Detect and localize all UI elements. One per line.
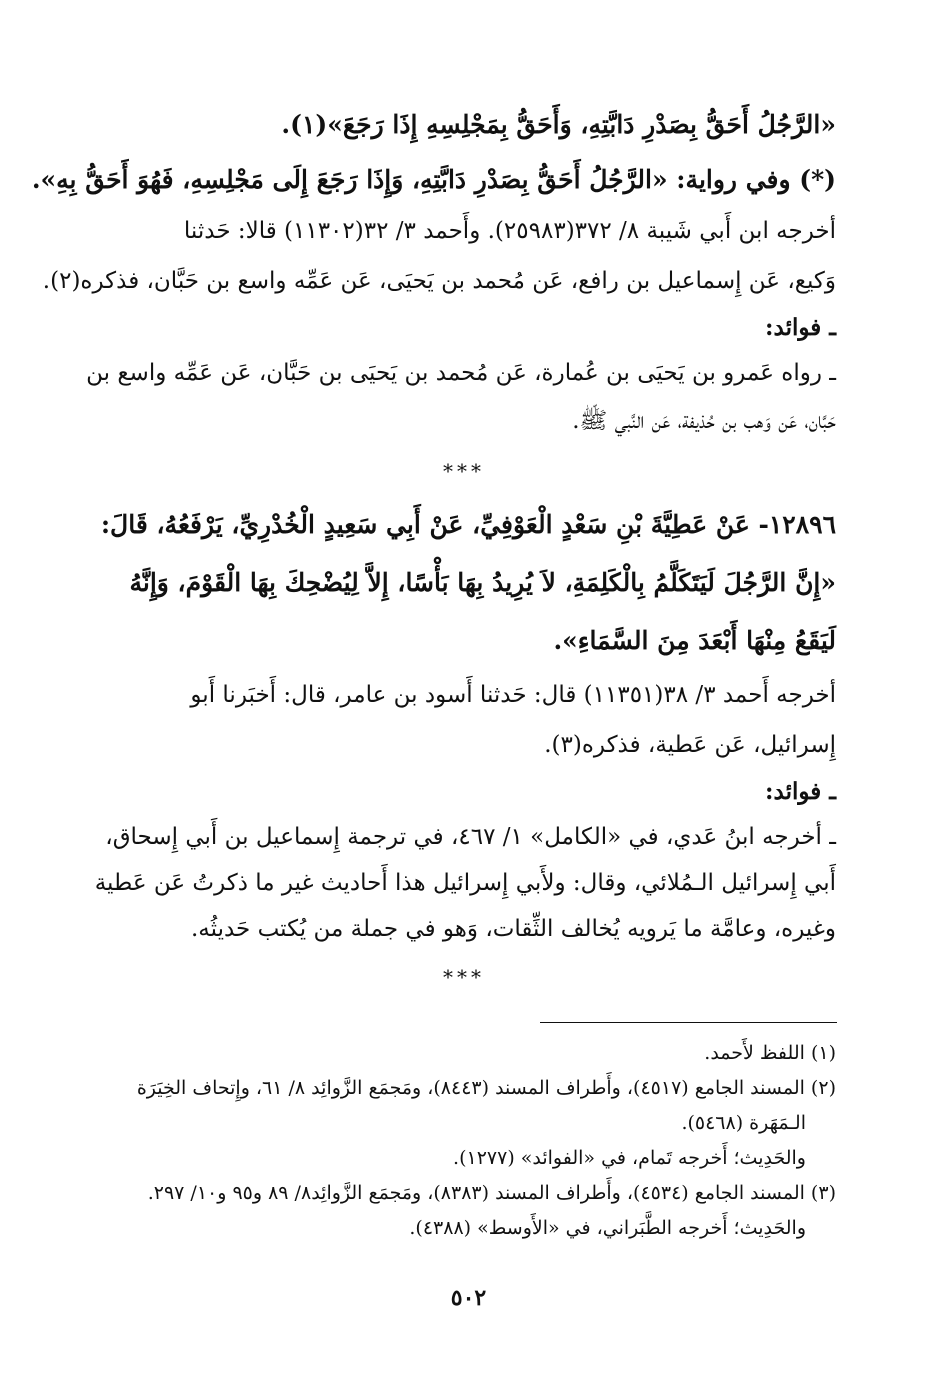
- footnote-2-continued: الـمَهَرة (٥٤٦٨).: [681, 1112, 806, 1134]
- page-number: ٥٠٢: [450, 1285, 487, 1311]
- takhrij-line: أخرجه ابن أَبي شَيبة ٨/ ٣٧٢(٢٥٩٨٣). وأَحمد ٣/ ٣٢(١١٣٠٢) قالا: حَدثنا: [183, 218, 836, 244]
- footnote-2: (٢) المسند الجامع (٤٥١٧)، وأَطراف المسند (٨٤٤٣)، ومَجمَع الزَّوائِد ٨/ ٦١، وإِتحاف الخِيَرَة: [136, 1077, 836, 1099]
- section-separator: ***: [443, 965, 485, 989]
- benefits-line: أَبي إِسرائيل الـمُلائي، وقال: ولأَبي إِسرائيل هذا أَحاديث غير ما ذكرتُ عَن عَطية: [94, 870, 836, 896]
- footnotes: [100, 1036, 836, 1246]
- hadith-header-line: ١٢٨٩٦- عَنْ عَطِيَّةَ بْنِ سَعْدٍ الْعَوْفِيِّ، عَنْ أَبِي سَعِيدٍ الْخُدْرِيِّ، يَرْفَعُهُ، قَالَ:: [100, 510, 836, 539]
- footnote-1: (١) اللفظ لأَحمد.: [704, 1042, 836, 1064]
- hadith-text-line: «إِنَّ الرَّجُلَ لَيَتَكَلَّمُ بِالْكَلِمَةِ، لاَ يُرِيدُ بِهَا بَأْسًا، إِلاَّ لِيُضْحِكَ بِهَا الْقَوْمَ، وَإِنَّهُ: [129, 568, 836, 597]
- footnote-divider: [540, 1022, 837, 1023]
- benefits-line: وغيره، وعامَّة ما يَرويه يُخالف الثِّقات، وَهو في جملة من يُكتب حَديثُه.: [190, 916, 836, 942]
- benefits-line: ـ رواه عَمرو بن يَحيَى بن عُمارة، عَن مُحمد بن يَحيَى بن حَبَّان، عَن عَمِّه واسع بن: [86, 360, 836, 386]
- footnote-3: (٣) المسند الجامع (٤٥٣٤)، وأَطراف المسند (٨٣٨٣)، ومَجمَع الزَّوائِد٨/ ٨٩ و٩٥ و١٠/ ٢٩٧.: [147, 1182, 836, 1204]
- footnote-2-note: والحَدِيث؛ أَخرجه تَمام، في «الفوائد» (١٢٧٧).: [453, 1147, 806, 1169]
- benefits-heading: ـ فوائد:: [765, 314, 836, 341]
- takhrij-line: إِسرائيل، عَن عَطية، فذكره(٣).: [544, 732, 836, 758]
- hadith-text-line: لَيَقَعُ مِنْهَا أَبْعَدَ مِنَ السَّمَاءِ».: [553, 626, 836, 655]
- benefits-line: حَبَّان، عَن وَهب بن حُذيفة، عَن النَّبي ﷺ.: [572, 408, 836, 434]
- section-separator: ***: [443, 459, 485, 483]
- takhrij-line: أخرجه أَحمد ٣/ ٣٨(١١٣٥١) قال: حَدثنا أَسود بن عامر، قال: أَخبَرنا أَبو: [190, 682, 836, 708]
- takhrij-line: وَكيع، عَن إِسماعيل بن رافع، عَن مُحمد بن يَحيَى، عَن عَمِّه واسع بن حَبَّان، فذكره(٢).: [42, 268, 836, 294]
- main-text: [31, 96, 836, 1002]
- footnote-3-note: والحَدِيث؛ أَخرجه الطَّبَراني، في «الأَوسط» (٤٣٨٨).: [409, 1217, 806, 1239]
- variant-narration-line: (*) وفي رواية: «الرَّجُلُ أَحَقُّ بِصَدْرِ دَابَّتِهِ، وَإِذَا رَجَعَ إِلَى مَجْلِسِهِ، فَهُوَ أَحَقُّ بِهِ».: [31, 165, 836, 194]
- benefits-heading: ـ فوائد:: [765, 778, 836, 805]
- benefits-line: ـ أخرجه ابنُ عَدي، في «الكامل» ١/ ٤٦٧، في ترجمة إِسماعيل بن أَبي إِسحاق،: [105, 824, 836, 850]
- hadith-text-line: «الرَّجُلُ أَحَقُّ بِصَدْرِ دَابَّتِهِ، وَأَحَقُّ بِمَجْلِسِهِ إِذَا رَجَعَ»(١).: [281, 110, 836, 139]
